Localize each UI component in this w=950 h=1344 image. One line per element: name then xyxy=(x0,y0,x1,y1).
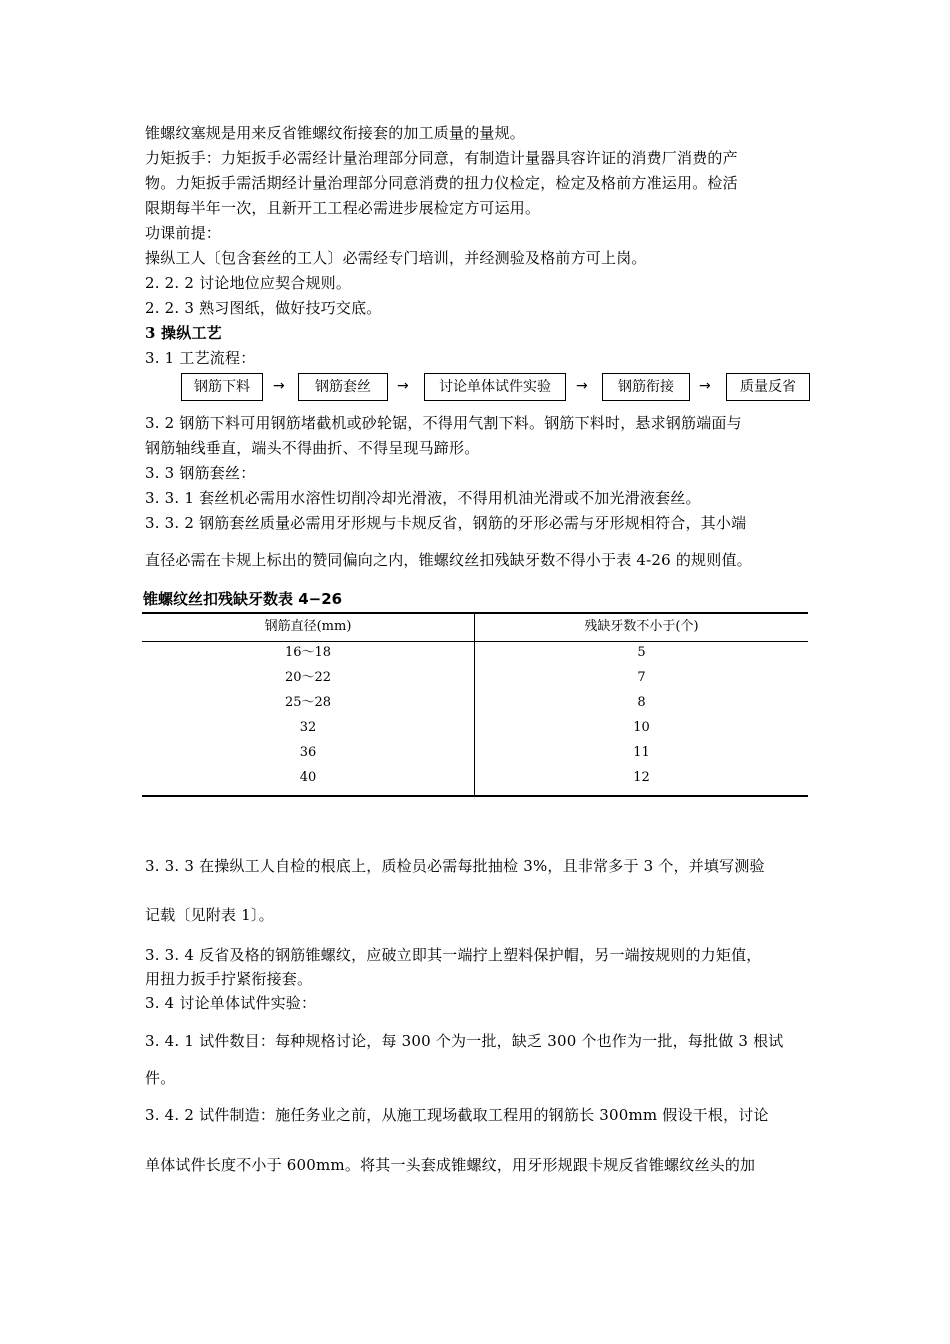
paragraph-line: 钢筋轴线垂直，端头不得曲折、不得呈现马蹄形。 xyxy=(145,439,480,457)
paragraph-line: 直径必需在卡规上标出的赞同偏向之内，锥螺纹丝扣残缺牙数不得小于表 4-26 的规则值。 xyxy=(145,551,752,569)
flow-step-box: 钢筋下料 xyxy=(181,373,263,401)
section-heading: 3 操纵工艺 xyxy=(145,324,222,342)
table-cell: 7 xyxy=(637,670,646,685)
flow-arrow-icon: → xyxy=(576,378,588,394)
paragraph-line: 物。力矩扳手需活期经计量治理部分同意消费的扭力仪检定，检定及格前方准运用。检活 xyxy=(145,174,738,192)
table-cell: 16～18 xyxy=(284,645,332,660)
flow-step-box: 钢筋衔接 xyxy=(602,373,690,401)
flow-step-box: 质量反省 xyxy=(726,373,810,401)
paragraph-line: 3. 3. 1 套丝机必需用水溶性切削冷却光滑液，不得用机油光滑或不加光滑液套丝。 xyxy=(145,489,701,507)
paragraph-line: 力矩扳手：力矩扳手必需经计量治理部分同意，有制造计量器具容许证的消费厂消费的产 xyxy=(145,149,738,167)
table-cell: 8 xyxy=(637,695,646,710)
thread-table xyxy=(142,612,808,797)
flow-arrow-icon: → xyxy=(273,378,285,394)
table-cell: 12 xyxy=(633,770,650,785)
paragraph-line: 3. 4. 1 试件数目：每种规格讨论，每 300 个为一批，缺乏 300 个也作为一批，每批做 3 根试 xyxy=(145,1032,784,1050)
table-header: 残缺牙数不小于(个) xyxy=(584,619,699,634)
paragraph-line: 用扭力扳手拧紧衔接套。 xyxy=(145,970,313,988)
table-cell: 25～28 xyxy=(284,695,332,710)
paragraph-line: 操纵工人〔包含套丝的工人〕必需经专门培训，并经测验及格前方可上岗。 xyxy=(145,249,647,267)
flow-step-box: 讨论单体试件实验 xyxy=(424,373,566,401)
paragraph-line: 2. 2. 2 讨论地位应契合规则。 xyxy=(145,274,352,292)
table-cell: 40 xyxy=(299,770,317,785)
paragraph-line: 3. 2 钢筋下料可用钢筋堵截机或砂轮锯，不得用气割下料。钢筋下料时，悬求钢筋端面与 xyxy=(145,414,742,432)
paragraph-line: 限期每半年一次，且新开工工程必需进步展检定方可运用。 xyxy=(145,199,541,217)
paragraph-line: 3. 3 钢筋套丝： xyxy=(145,464,256,482)
paragraph-line: 3. 1 工艺流程： xyxy=(145,349,256,367)
table-title: 锥螺纹丝扣残缺牙数表 4−26 xyxy=(143,590,343,608)
table-cell: 5 xyxy=(637,645,646,660)
paragraph-line: 3. 3. 3 在操纵工人自检的根底上，质检员必需每批抽检 3%，且非常多于 3 个，并填写测验 xyxy=(145,857,765,875)
table-header: 钢筋直径(mm) xyxy=(264,619,352,634)
table-cell: 11 xyxy=(633,745,650,760)
flow-arrow-icon: → xyxy=(397,378,409,394)
paragraph-line: 3. 4. 2 试件制造：施任务业之前，从施工现场截取工程用的钢筋长 300mm 假设干根，讨论 xyxy=(145,1106,769,1124)
paragraph-line: 2. 2. 3 熟习图纸，做好技巧交底。 xyxy=(145,299,382,317)
paragraph-line: 3. 3. 4 反省及格的钢筋锥螺纹，应破立即其一端拧上塑料保护帽，另一端按规则的力矩值， xyxy=(145,946,762,964)
table-cell: 10 xyxy=(633,720,650,735)
paragraph-line: 功课前提： xyxy=(145,224,222,242)
paragraph-line: 3. 3. 2 钢筋套丝质量必需用牙形规与卡规反省，钢筋的牙形必需与牙形规相符合，其小端 xyxy=(145,514,747,532)
paragraph-line: 单体试件长度不小于 600mm。将其一头套成锥螺纹，用牙形规跟卡规反省锥螺纹丝头的加 xyxy=(145,1156,756,1174)
table-cell: 36 xyxy=(299,745,317,760)
paragraph-line: 记载〔见附表 1〕。 xyxy=(145,906,274,924)
paragraph-line: 锥螺纹塞规是用来反省锥螺纹衔接套的加工质量的量规。 xyxy=(145,124,526,142)
table-cell: 32 xyxy=(299,720,317,735)
paragraph-line: 3. 4 讨论单体试件实验： xyxy=(145,994,317,1012)
paragraph-line: 件。 xyxy=(145,1069,176,1087)
table-cell: 20～22 xyxy=(284,670,332,685)
flow-arrow-icon: → xyxy=(699,378,711,394)
flow-step-box: 钢筋套丝 xyxy=(298,373,388,401)
